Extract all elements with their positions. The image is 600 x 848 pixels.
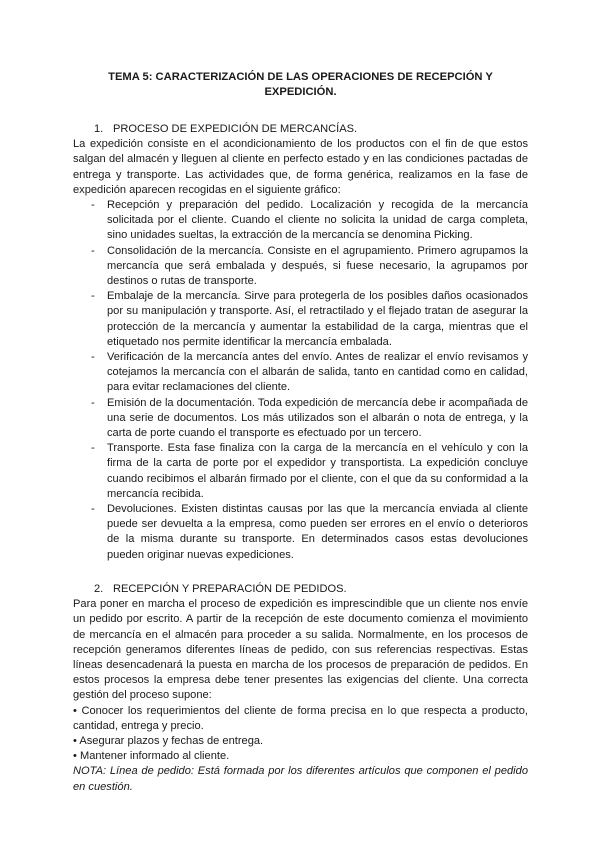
dash-marker: - <box>91 351 95 364</box>
section-intro: La expedición consiste en el acondicionamiento de los productos con el fin de que estos salgan del almacén y lleguen al cliente en perfecto estado y en las condiciones pactadas de entrega y transporte. Las actividades que, de forma genérica, realizamos en la fase de expedición aparecen recogidas en el siguiente gráfico: <box>73 138 528 196</box>
dash-marker: - <box>91 396 95 409</box>
dash-marker: - <box>91 503 95 516</box>
list-item: • Conocer los requerimientos del cliente de forma precisa en lo que respecta a producto, cantidad, entrega y precio. <box>73 704 528 732</box>
section-title: RECEPCIÓN Y PREPARACIÓN DE PEDIDOS. <box>113 582 347 595</box>
section-title: PROCESO DE EXPEDICIÓN DE MERCANCÍAS. <box>113 123 358 135</box>
section-number: 2. <box>94 582 104 595</box>
list-item: - Transporte. Esta fase finaliza con la carga de la mercancía en el vehículo y con la firma de la carta de porte por el expedidor y transportista. La expedición concluye cuando recibimos el albarán firmado por el cliente, con el que da su conformidad a la mercancía recibida. <box>91 442 528 500</box>
section-heading <box>73 122 528 137</box>
list-item: • Asegurar plazos y fechas de entrega. <box>73 734 264 747</box>
section-expedicion <box>73 122 528 563</box>
list-item: - Recepción y preparación del pedido. Localización y recogida de la mercancía solicitada por el cliente. Cuando el cliente no solicita la unidad de carga completa, sino unidades sueltas, la extracción de la mercancía se denomina Picking. <box>91 199 528 242</box>
list-item: - Embalaje de la mercancía. Sirve para protegerla de los posibles daños ocasionados por su manipulación y transporte. Así, el retractilado y el flejado tratan de asegurar la protección de la mercancía y aumentar la estabilidad de la carga, mientras que el etiquetado nos permite identificar la mercancía embalada. <box>91 290 528 348</box>
note-text: NOTA: Línea de pedido: Está formada por los diferentes artículos que componen el pedido en cuestión. <box>73 765 528 793</box>
list-item: - Consolidación de la mercancía. Consiste en el agrupamiento. Primero agrupamos la mercancía que será embalada y después, si fuese necesario, la agrupamos por destinos o rutas de transporte. <box>91 244 528 288</box>
list-item: • Mantener informado al cliente. <box>73 750 230 763</box>
section-recepcion <box>73 582 528 795</box>
dash-marker: - <box>91 199 95 212</box>
dash-marker: - <box>91 244 95 257</box>
dash-marker: - <box>91 290 95 303</box>
activity-list <box>73 198 528 563</box>
document-title: TEMA 5: CARACTERIZACIÓN DE LAS OPERACIONES DE RECEPCIÓN Y EXPEDICIÓN. <box>108 71 493 98</box>
list-item: - Verificación de la mercancía antes del envío. Antes de realizar el envío revisamos y cotejamos la mercancía con el albarán de salida, tanto en cantidad como en calidad, para evitar reclamaciones del cliente. <box>91 351 528 394</box>
section-number: 1. <box>94 123 104 135</box>
section-intro: Para poner en marcha el proceso de expedición es imprescindible que un cliente nos envíe un pedido por escrito. A partir de la recepción de este documento comienza el movimiento de mercancía en el almacén para proceder a su salida. Normalmente, en los procesos de recepción generamos diferentes líneas de pedido, con sus referencias respectivas. Estas líneas desencadenará la puesta en marcha de los procesos de preparación de pedidos. En estos procesos la empresa debe tener presentes las exigencias del cliente. Una correcta gestión del proceso supone: <box>73 598 528 702</box>
list-item: - Devoluciones. Existen distintas causas por las que la mercancía enviada al cliente puede ser devuelta a la empresa, como pueden ser errores en el envío o deterioros de la misma durante su transporte. En determinados casos estas devoluciones pueden originar nuevas expediciones. <box>91 503 528 561</box>
dash-marker: - <box>91 442 95 455</box>
requirements-list <box>73 704 528 765</box>
list-item: - Emisión de la documentación. Toda expedición de mercancía debe ir acompañada de una serie de documentos. Los más utilizados son el albarán o nota de entrega, y la carta de porte cuando el transporte es efectuado por un tercero. <box>91 396 529 440</box>
section-heading <box>73 582 528 597</box>
